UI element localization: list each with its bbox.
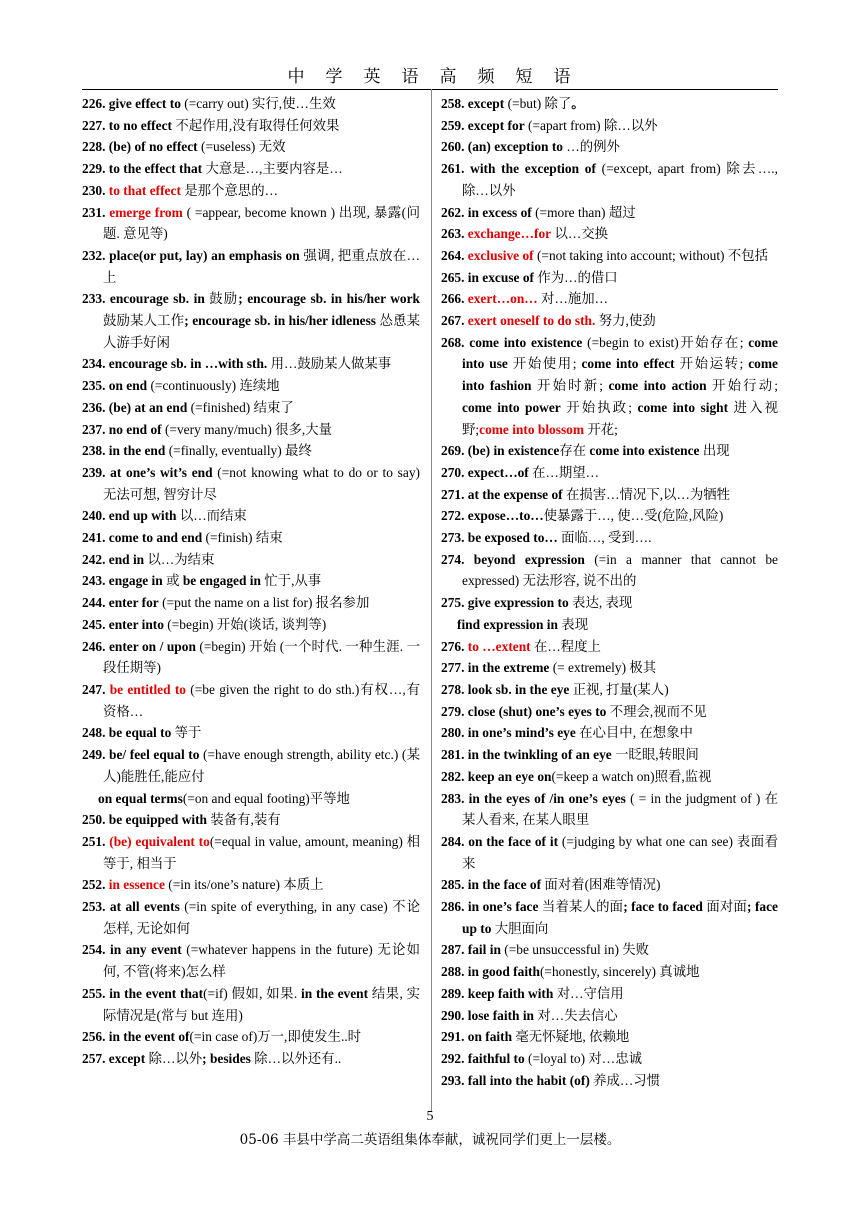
- phrase-term: 232. place(or put, lay) an emphasis on: [82, 247, 300, 263]
- phrase-entry: [441, 158, 778, 201]
- phrase-term: 259. except for: [441, 117, 525, 133]
- phrase-term: 280. in one’s mind’s eye: [441, 725, 576, 741]
- phrase-term: 236. (be) at an end: [82, 399, 188, 415]
- phrase-entry: [441, 788, 778, 831]
- phrase-entry: [441, 549, 778, 592]
- phrase-text: 以…为结束: [144, 551, 215, 567]
- phrase-entry: [441, 831, 778, 874]
- phrase-entry: [441, 722, 778, 744]
- phrase-term: exclusive of: [467, 247, 534, 263]
- phrase-text: 不起作用,没有取得任何效果: [171, 117, 340, 133]
- phrase-entry: [82, 115, 420, 137]
- phrase-text: 当着某人的面: [538, 899, 624, 915]
- left-column: [82, 93, 420, 1070]
- phrase-entry: [82, 527, 420, 549]
- phrase-text: 鼓励: [204, 291, 239, 307]
- phrase-entry: [82, 440, 420, 462]
- phrase-text: (=in case of)万一,即使发生..时: [189, 1029, 362, 1045]
- phrase-term: come into action: [608, 378, 707, 394]
- phrase-term: to that effect: [108, 182, 181, 198]
- phrase-entry: [441, 896, 778, 939]
- phrase-term: 235. on end: [82, 378, 148, 394]
- phrase-term: 266.: [441, 291, 468, 307]
- phrase-entry: [82, 180, 420, 202]
- phrase-text: (=put the name on a list for) 报名参加: [158, 595, 370, 611]
- phrase-text: 存在: [559, 443, 590, 459]
- phrase-text: 大意是…,主要内容是…: [202, 161, 343, 177]
- phrase-term: 275. give expression to: [441, 595, 569, 611]
- phrase-term: 240. end up with: [82, 508, 177, 524]
- phrase-term: 256. in the event of: [82, 1029, 190, 1045]
- phrase-entry: [441, 1026, 778, 1048]
- phrase-entry: [441, 701, 778, 723]
- phrase-term: 271. at the expense of: [441, 486, 563, 502]
- phrase-entry: [441, 983, 778, 1005]
- phrase-term: come into power: [462, 399, 561, 415]
- phrase-text: (=but) 除了: [504, 96, 572, 111]
- phrase-entry: [441, 462, 778, 484]
- phrase-text: (=apart from) 除…以外: [524, 117, 658, 133]
- phrase-text: (=very many/much) 很多,大量: [161, 421, 333, 437]
- phrase-term: 267.: [441, 313, 468, 329]
- phrase-term: 277. in the extreme: [441, 660, 550, 676]
- phrase-term: 253. at all events: [82, 899, 180, 915]
- page-footer: 05-06 丰县中学高二英语组集体奉献，诚祝同学们更上一层楼。: [239, 1132, 621, 1148]
- phrase-term: 230.: [82, 182, 109, 198]
- phrase-text: 面对着(困难等情况): [541, 877, 661, 893]
- phrase-text: 面对面: [702, 899, 747, 915]
- phrase-term: 242. end in: [82, 551, 145, 567]
- phrase-entry: [441, 332, 778, 441]
- phrase-term: 237. no end of: [82, 421, 162, 437]
- column-divider: [431, 89, 432, 1111]
- phrase-term: 252.: [82, 877, 109, 893]
- phrase-entry: [82, 983, 420, 1026]
- phrase-text: 使暴露于…, 使…受(危险,风险): [543, 508, 724, 524]
- phrase-term: 279. close (shut) one’s eyes to: [441, 703, 607, 719]
- phrase-term: 265. in excuse of: [441, 269, 534, 285]
- phrase-term: come into effect: [581, 356, 675, 372]
- phrase-term: 293. fall into the habit (of): [441, 1072, 590, 1088]
- phrase-term: 257. except: [82, 1050, 146, 1066]
- phrase-text: 进入视野;: [462, 399, 778, 437]
- phrase-term: in essence: [108, 877, 165, 893]
- phrase-term: on equal terms: [98, 790, 183, 806]
- phrase-text: 表达, 表现: [568, 595, 633, 611]
- phrase-term: 260. (an) exception to: [441, 139, 563, 155]
- phrase-entry: [82, 288, 420, 353]
- phrase-term: 234. encourage sb. in …with sth.: [82, 356, 268, 372]
- phrase-term: 268. come into existence: [441, 334, 583, 350]
- phrase-term: 261. with the exception of: [441, 161, 596, 177]
- phrase-term: find expression in: [457, 616, 558, 632]
- page-number: 5: [426, 1109, 434, 1124]
- phrase-term: 283. in the eyes of /in one’s eyes: [441, 790, 626, 806]
- phrase-text: (=have enough strength, ability etc.) (某人)能胜任,能应付: [103, 747, 420, 784]
- phrase-entry: [82, 353, 420, 375]
- phrase-term: 250. be equipped with: [82, 812, 208, 828]
- phrase-text: 对…施加…: [537, 291, 609, 307]
- phrase-entry: [82, 592, 420, 614]
- phrase-entry: [441, 505, 778, 527]
- phrase-entry: [441, 592, 778, 614]
- phrase-entry: [441, 939, 778, 961]
- phrase-term: 292. faithful to: [441, 1050, 525, 1066]
- phrase-text: (=except, apart from) 除去…., 除…以外: [462, 161, 779, 198]
- phrase-text: 努力,使劲: [595, 313, 656, 329]
- phrase-text: (=begin to exist)开始存在;: [582, 334, 749, 350]
- phrase-term: 246. enter on / upon: [82, 638, 196, 654]
- phrase-term: 228. (be) of no effect: [82, 139, 198, 155]
- phrase-text: 怂恿某人游手好闲: [103, 313, 420, 350]
- phrase-text: (=in spite of everything, in any case) 不论怎样, 无论如何: [103, 899, 421, 936]
- phrase-text: (=honestly, sincerely) 真诚地: [539, 964, 700, 980]
- phrase-term: 270. expect…of: [441, 464, 529, 480]
- phrase-text: (=be given the right to do sth.)有权…,有资格…: [103, 681, 420, 719]
- phrase-term: 255. in the event that: [82, 985, 204, 1001]
- phrase-text: (=more than) 超过: [531, 204, 636, 220]
- phrase-text: 或: [162, 573, 183, 589]
- phrase-term: 289. keep faith with: [441, 985, 554, 1001]
- phrase-entry: [441, 484, 778, 506]
- phrase-text: 除…以外: [145, 1050, 203, 1066]
- phrase-entry: [441, 679, 778, 701]
- phrase-term: 288. in good faith: [441, 964, 540, 980]
- phrase-term: exert oneself to do sth.: [467, 313, 596, 329]
- phrase-term: 287. fail in: [441, 942, 501, 958]
- phrase-term: 247.: [82, 681, 110, 697]
- phrase-text: (=not knowing what to do or to say) 无法可想, 智穷计尽: [103, 464, 420, 502]
- phrase-term: ; encourage sb. in his/her idleness: [184, 313, 377, 329]
- phrase-text: 不理会,视而不见: [606, 703, 707, 719]
- phrase-term: 254. in any event: [82, 942, 182, 958]
- phrase-entry: [441, 614, 778, 636]
- phrase-text: (=finish) 结束: [202, 530, 283, 546]
- phrase-text: (=keep a watch on)照看,监视: [551, 768, 712, 784]
- phrase-term: ; face to faced: [623, 899, 703, 915]
- phrase-term: 249. be/ feel equal to: [82, 747, 200, 763]
- phrase-text: 是那个意思的…: [180, 182, 278, 198]
- phrase-text: (=on and equal footing)平等地: [182, 790, 350, 806]
- phrase-entry: [441, 766, 778, 788]
- phrase-text: 作为…的借口: [533, 269, 618, 285]
- phrase-entry: [441, 636, 778, 658]
- phrase-text: 等于: [171, 725, 202, 741]
- phrase-term: come into fashion: [462, 356, 778, 394]
- phrase-text: (=loyal to) 对…忠诚: [524, 1050, 642, 1066]
- phrase-entry: [82, 874, 420, 896]
- phrase-entry: [82, 722, 420, 744]
- phrase-text: 表现: [557, 616, 589, 632]
- phrase-entry: [441, 136, 778, 158]
- phrase-term: 278. look sb. in the eye: [441, 681, 570, 697]
- phrase-text: ( = in the judgment of ) 在某人看来, 在某人眼里: [462, 790, 778, 828]
- phrase-text: (=be unsuccessful in) 失败: [500, 942, 650, 958]
- phrase-text: (=carry out) 实行,使…生效: [180, 96, 336, 111]
- phrase-term: be entitled to: [109, 681, 186, 697]
- phrase-entry: [82, 788, 420, 810]
- phrase-text: 在损害…情况下,以…为牺牲: [562, 486, 731, 502]
- page-header-title: 中 学 英 语 高 频 短 语: [287, 67, 573, 87]
- phrase-text: (=begin) 开始 (一个时代. 一种生涯. 一段任期等): [103, 638, 420, 676]
- phrase-entry: [441, 1005, 778, 1027]
- phrase-text: 对…失去信心: [534, 1007, 618, 1023]
- phrase-text: 在…程度上: [530, 638, 601, 654]
- phrase-term: 276.: [441, 638, 468, 654]
- phrase-term: 274. beyond expression: [441, 551, 585, 567]
- phrase-term: 241. come to and end: [82, 530, 203, 546]
- phrase-text: 开始运转;: [674, 356, 749, 372]
- phrase-entry: [82, 809, 420, 831]
- phrase-entry: [82, 831, 420, 874]
- phrase-entry: [82, 636, 420, 679]
- phrase-term: 251.: [82, 833, 110, 849]
- phrase-text: 开始时新;: [531, 378, 609, 394]
- phrase-term: come into blossom: [479, 421, 585, 437]
- phrase-text: (=finally, eventually) 最终: [165, 443, 312, 459]
- phrase-term: 226. give effect to: [82, 96, 181, 111]
- phrase-entry: [82, 744, 420, 787]
- phrase-text: (=finished) 结束了: [187, 399, 294, 415]
- phrase-entry: [82, 397, 420, 419]
- phrase-term: exchange…for: [467, 226, 552, 242]
- phrase-term: 227. to no effect: [82, 117, 172, 133]
- phrase-entry: [82, 1026, 420, 1048]
- phrase-text: 对…守信用: [553, 985, 624, 1001]
- phrase-term: 239. at one’s wit’s end: [82, 464, 213, 480]
- phrase-text: 开始行动;: [706, 378, 778, 394]
- phrase-term: 273. be exposed to…: [441, 530, 558, 546]
- phrase-term: 262. in excess of: [441, 204, 532, 220]
- phrase-text: 以…而结束: [176, 508, 247, 524]
- phrase-term: ; besides: [202, 1050, 251, 1066]
- phrase-term: 264.: [441, 247, 468, 263]
- phrase-entry: [82, 570, 420, 592]
- phrase-text: (=whatever happens in the future) 无论如何, 不管(将来)怎么样: [103, 942, 420, 980]
- right-column: [441, 93, 778, 1091]
- phrase-entry: [441, 1070, 778, 1092]
- phrase-entry: [82, 1048, 420, 1070]
- phrase-term: 233. encourage sb. in: [82, 291, 205, 307]
- phrase-entry: [82, 505, 420, 527]
- phrase-entry: [441, 288, 778, 310]
- phrase-entry: [441, 245, 778, 267]
- phrase-term: 231.: [82, 204, 110, 220]
- phrase-term: 284. on the face of it: [441, 833, 559, 849]
- phrase-text: 鼓励某人工作: [103, 313, 185, 329]
- phrase-text: 装备有,装有: [207, 812, 281, 828]
- phrase-text: 开花;: [584, 421, 618, 437]
- phrase-entry: [441, 310, 778, 332]
- phrase-entry: [82, 896, 420, 939]
- phrase-text: 一眨眼,转眼间: [611, 747, 699, 763]
- header-rule: [82, 89, 778, 90]
- phrase-entry: [82, 419, 420, 441]
- phrase-text: (=useless) 无效: [197, 139, 286, 155]
- phrase-text: 结果, 实际情况是(常与 but 连用): [103, 985, 421, 1023]
- phrase-text: ( =appear, become known ) 出现, 暴露(问题. 意见等): [103, 204, 420, 242]
- phrase-term: 272. expose…to…: [441, 508, 544, 524]
- phrase-term: 245. enter into: [82, 616, 164, 632]
- phrase-entry: [441, 1048, 778, 1070]
- phrase-term: 269. (be) in existence: [441, 443, 560, 459]
- phrase-text: 大胆面向: [491, 920, 549, 936]
- phrase-entry: [441, 267, 778, 289]
- phrase-text: (=equal in value, amount, meaning) 相等于, 相当于: [103, 833, 421, 871]
- phrase-text: (=in its/one’s nature) 本质上: [164, 877, 324, 893]
- phrase-term: 281. in the twinkling of an eye: [441, 747, 612, 763]
- phrase-term: 282. keep an eye on: [441, 768, 552, 784]
- phrase-entry: [82, 614, 420, 636]
- phrase-term: 285. in the face of: [441, 877, 542, 893]
- phrase-term: 229. to the effect that: [82, 161, 203, 177]
- phrase-term: 。: [571, 96, 585, 111]
- phrase-term: ; face up to: [462, 899, 778, 936]
- phrase-term: 291. on faith: [441, 1029, 513, 1045]
- phrase-entry: [441, 527, 778, 549]
- phrase-term: 286. in one’s face: [441, 899, 539, 915]
- phrase-term: come into existence: [589, 443, 700, 459]
- phrase-term: be engaged in: [182, 573, 261, 589]
- phrase-term: 238. in the end: [82, 443, 166, 459]
- phrase-text: (=not taking into account; without) 不包括: [533, 247, 769, 263]
- phrase-term: come into use: [462, 334, 778, 372]
- phrase-text: (=judging by what one can see) 表面看来: [462, 833, 778, 871]
- phrase-term: emerge from: [109, 204, 183, 220]
- phrase-term: 248. be equal to: [82, 725, 172, 741]
- phrase-term: exert…on…: [467, 291, 538, 307]
- phrase-text: 出现: [699, 443, 730, 459]
- phrase-text: 面临…, 受到….: [557, 530, 652, 546]
- phrase-text: (=if) 假如, 如果.: [203, 985, 302, 1001]
- phrase-text: (=in a manner that cannot be expressed) 无法形容, 说不出的: [462, 551, 778, 589]
- phrase-text: 毫无怀疑地, 依赖地: [512, 1029, 630, 1045]
- phrase-text: …的例外: [563, 139, 620, 155]
- phrase-entry: [441, 93, 778, 115]
- phrase-term: 258. except: [441, 96, 505, 111]
- phrase-term: 244. enter for: [82, 595, 159, 611]
- phrase-term: 290. lose faith in: [441, 1007, 534, 1023]
- phrase-term: to …extent: [467, 638, 531, 654]
- phrase-entry: [82, 202, 420, 245]
- phrase-term: come into sight: [637, 399, 729, 415]
- phrase-text: (= extremely) 极其: [549, 660, 657, 676]
- phrase-entry: [441, 223, 778, 245]
- phrase-text: (=begin) 开始(谈话, 谈判等): [163, 616, 327, 632]
- phrase-entry: [82, 136, 420, 158]
- phrase-entry: [82, 462, 420, 505]
- phrase-entry: [82, 158, 420, 180]
- phrase-term: 263.: [441, 226, 468, 242]
- phrase-text: 在…期望…: [528, 464, 600, 480]
- phrase-entry: [441, 202, 778, 224]
- phrase-text: 开始执政;: [560, 399, 638, 415]
- phrase-text: 除…以外还有..: [250, 1050, 342, 1066]
- phrase-entry: [82, 93, 420, 115]
- phrase-text: 开始使用;: [507, 356, 582, 372]
- phrase-text: 在心目中, 在想象中: [575, 725, 693, 741]
- phrase-entry: [441, 874, 778, 896]
- phrase-entry: [441, 440, 778, 462]
- phrase-text: 正视, 打量(某人): [569, 681, 669, 697]
- phrase-entry: [441, 657, 778, 679]
- phrase-text: 忙于,从事: [260, 573, 322, 589]
- phrase-text: 强调, 把重点放在…上: [103, 247, 420, 285]
- phrase-term: ; encourage sb. in his/her work: [238, 291, 420, 307]
- phrase-term: (be) equivalent to: [109, 833, 210, 849]
- phrase-entry: [82, 245, 420, 288]
- phrase-entry: [441, 961, 778, 983]
- phrase-entry: [441, 115, 778, 137]
- phrase-text: 以…交换: [551, 226, 609, 242]
- phrase-entry: [82, 679, 420, 722]
- phrase-entry: [82, 549, 420, 571]
- phrase-text: 用…鼓励某人做某事: [267, 356, 392, 372]
- phrase-entry: [82, 375, 420, 397]
- phrase-entry: [82, 939, 420, 982]
- phrase-term: 243. engage in: [82, 573, 163, 589]
- phrase-text: (=continuously) 连续地: [147, 378, 280, 394]
- phrase-term: in the event: [301, 985, 369, 1001]
- phrase-entry: [441, 744, 778, 766]
- phrase-text: 养成…习惯: [589, 1072, 661, 1088]
